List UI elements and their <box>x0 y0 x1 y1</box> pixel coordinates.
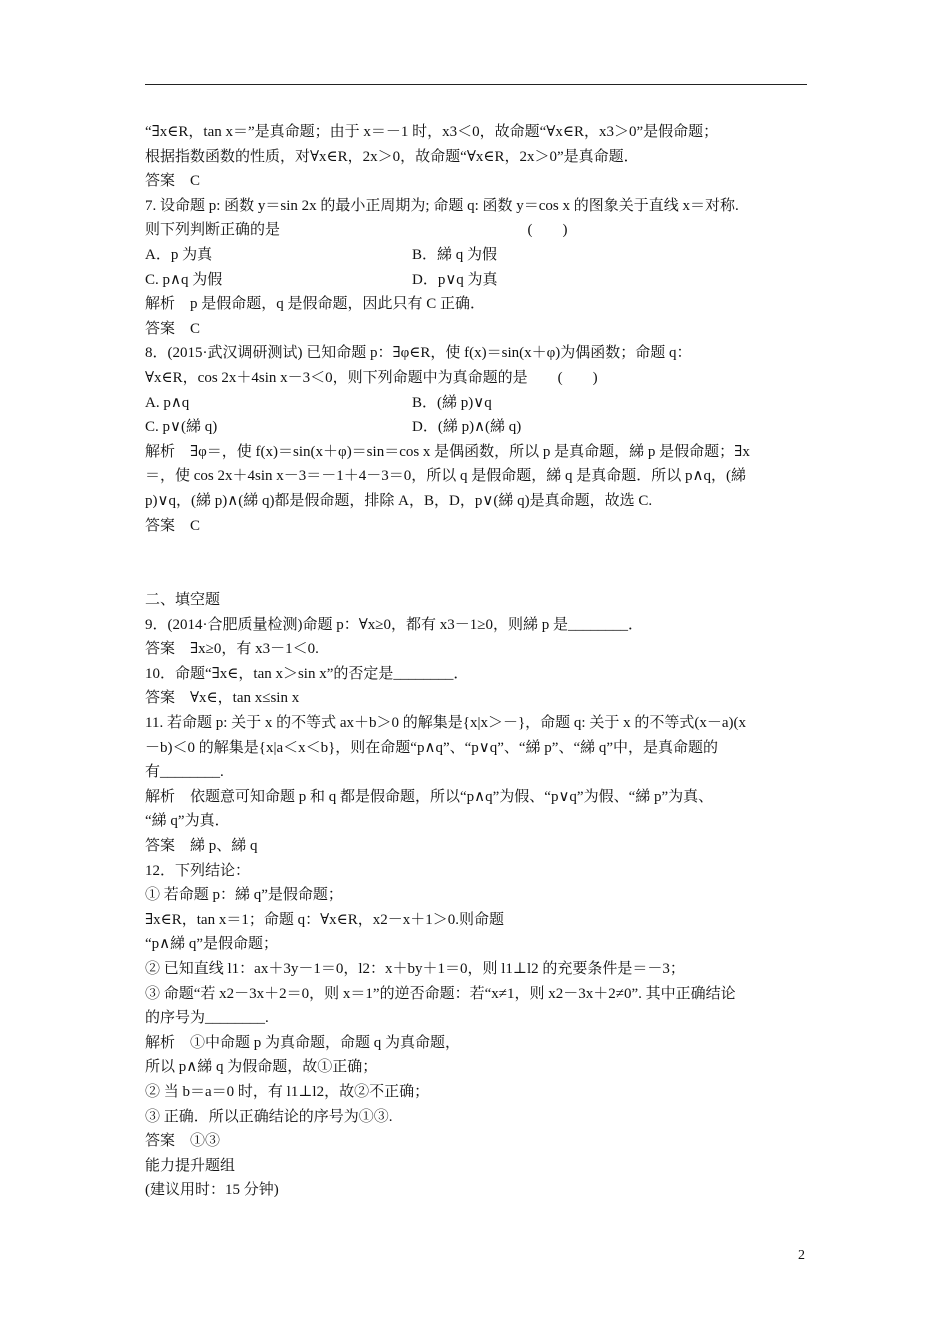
analysis-line: ③ 正确．所以正确结论的序号为①③. <box>145 1108 393 1125</box>
answer-line: 答案 C <box>145 173 201 190</box>
statement-3-cont: 的序号为________. <box>145 1010 269 1027</box>
analysis-line: ＝，使 cos 2x＋4sin x－3＝－1＋4－3＝0，所以 q 是假命题，綈 q 是真命题．所以 p∧q，(綈 <box>145 468 746 485</box>
statement-1-cont: “p∧綈 q”是假命题； <box>145 936 279 953</box>
analysis-line: p)∨q，(綈 p)∧(綈 q)都是假命题，排除 A，B，D，p∨(綈 q)是真命题，故选 C. <box>145 492 653 509</box>
statement-1: ① 若命题 p：綈 q”是假命题； <box>145 887 343 904</box>
option-a: A．p 为真 <box>145 246 213 263</box>
statement-2: ② 已知直线 l1：ax＋3y－1＝0，l2：x＋by＋1＝0，则 l1⊥l2 的充要条件是＝－3； <box>145 961 685 977</box>
question-8: 8．(2015·武汉调研测试) 已知命题 p：∃φ∈R，使 f(x)＝sin(x＋φ)为偶函数；命题 q： <box>145 345 692 362</box>
analysis-line: ② 当 b＝a＝0 时，有 l1⊥l2，故②不正确； <box>145 1083 430 1100</box>
option-c: C. p∨(綈 q) <box>145 419 218 436</box>
section-gap <box>145 538 810 588</box>
q7-options-row-2 <box>145 268 810 293</box>
question-11-cont: 有________. <box>145 764 224 781</box>
time-suggestion: (建议用时：15 分钟) <box>145 1182 279 1199</box>
question-7: 7. 设命题 p: 函数 y＝sin 2x 的最小正周期为; 命题 q: 函数 y＝cos x 的图象关于直线 x＝对称. <box>145 197 739 214</box>
q8-options-row-1 <box>145 391 810 416</box>
analysis-line: 解析 依题意可知命题 p 和 q 都是假命题，所以“p∧q”为假、“p∨q”为假、“綈 p”为真、 <box>145 788 714 805</box>
header-rule <box>145 84 807 85</box>
answer-line: 答案 ∀x∈，tan x≤sin x <box>145 690 300 707</box>
question-10: 10．命题“∃x∈，tan x＞sin x”的否定是________． <box>145 665 469 682</box>
analysis-line: “綈 q”为真． <box>145 813 230 830</box>
option-c: C. p∧q 为假 <box>145 271 223 288</box>
question-11-cont: －b)＜0 的解集是{x|a＜x＜b}，则在命题“p∧q”、“p∨q”、“綈 p”、“綈 q”中，是真命题的 <box>145 739 719 756</box>
answer-line: 答案 C <box>145 517 201 534</box>
question-9: 9．(2014·合肥质量检测)命题 p：∀x≥0，都有 x3－1≥0，则綈 p 是________． <box>145 616 644 633</box>
analysis-line: 解析 ∃φ＝，使 f(x)＝sin(x＋φ)＝sin＝cos x 是偶函数，所以 p 是真命题，綈 p 是假命题；∃x <box>145 443 750 460</box>
statement-3: ③ 命题“若 x2－3x＋2＝0，则 x＝1”的逆否命题：若“x≠1，则 x2－3x＋2≠0”. 其中正确结论 <box>145 985 736 1002</box>
section-heading: 二、填空题 <box>145 592 221 609</box>
document-body <box>145 120 810 1203</box>
analysis-line: 所以 p∧綈 q 为假命题，故①正确； <box>145 1059 378 1076</box>
question-7-cont: 则下列判断正确的是 ( ) <box>145 222 568 239</box>
option-b: B．(綈 p)∨q <box>412 394 492 411</box>
q8-options-row-2 <box>145 415 810 440</box>
text-line: 根据指数函数的性质，对∀x∈R，2x＞0，故命题“∀x∈R，2x＞0”是真命题． <box>145 148 639 165</box>
text-line: “∃x∈R，tan x＝”是真命题；由于 x＝－1 时，x3＜0，故命题“∀x∈R，x3＞0”是假命题； <box>145 124 719 140</box>
answer-line: 答案 ∃x≥0，有 x3－1＜0. <box>145 641 319 658</box>
section-heading: 能力提升题组 <box>145 1157 236 1174</box>
question-8-cont: ∀x∈R，cos 2x＋4sin x－3＜0，则下列命题中为真命题的是 ( ) <box>145 369 598 386</box>
q7-options-row-1 <box>145 243 810 268</box>
option-d: D．p∨q 为真 <box>412 271 498 288</box>
analysis-line: 解析 ①中命题 p 为真命题，命题 q 为真命题， <box>145 1034 461 1051</box>
option-b: B．綈 q 为假 <box>412 246 498 263</box>
question-11: 11. 若命题 p: 关于 x 的不等式 ax＋b＞0 的解集是{x|x＞－}，命题 q: 关于 x 的不等式(x－a)(x <box>145 715 746 732</box>
answer-line: 答案 綈 p、綈 q <box>145 838 258 855</box>
option-a: A. p∧q <box>145 394 190 411</box>
statement-1-cont: ∃x∈R，tan x＝1；命题 q：∀x∈R，x2－x＋1＞0.则命题 <box>145 911 504 928</box>
question-12: 12．下列结论： <box>145 862 251 879</box>
answer-line: 答案 C <box>145 320 201 337</box>
page-number: 2 <box>798 1248 805 1263</box>
option-d: D．(綈 p)∧(綈 q) <box>412 419 522 436</box>
answer-line: 答案 ①③ <box>145 1133 221 1150</box>
analysis-line: 解析 p 是假命题，q 是假命题，因此只有 C 正确． <box>145 296 486 313</box>
